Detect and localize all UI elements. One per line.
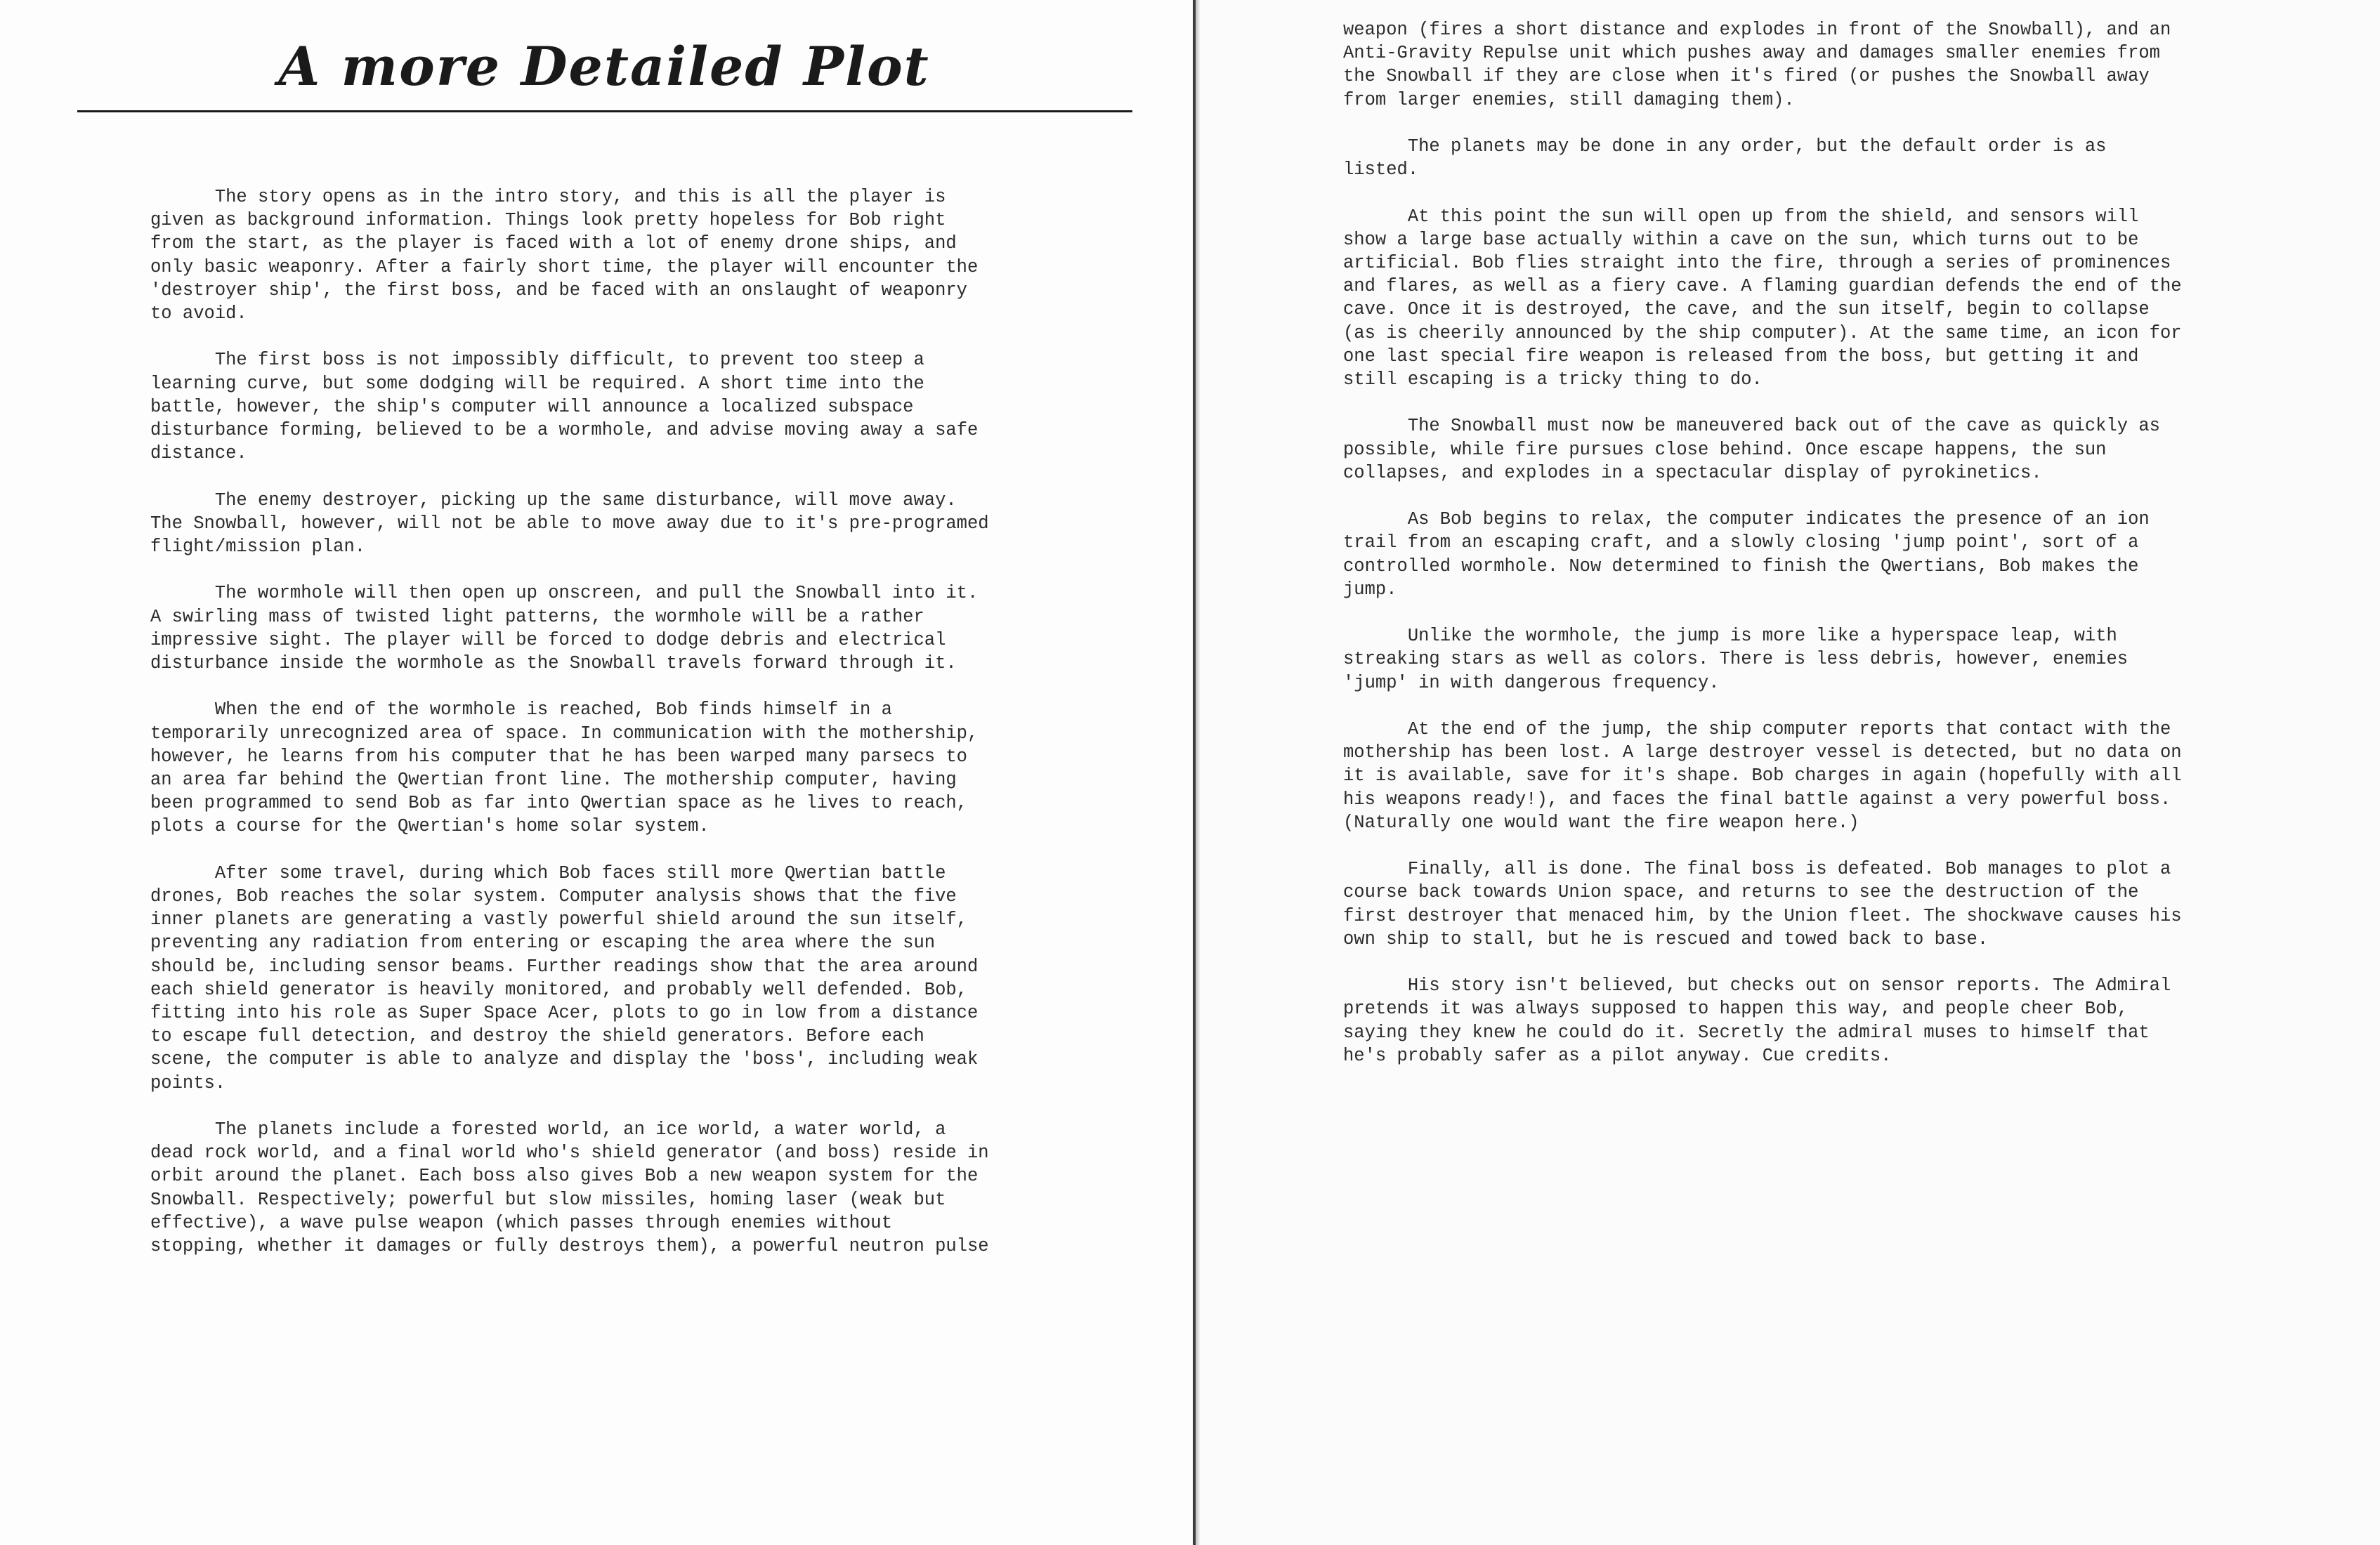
text-line: Anti-Gravity Repulse unit which pushes away and damages smaller enemies from — [1343, 43, 2160, 64]
text-line: controlled wormhole. Now determined to finish the Qwertians, Bob makes the — [1343, 555, 2139, 577]
paragraph-gap — [150, 1095, 989, 1118]
text-line: own ship to stall, but he is rescued and towed back to base. — [1343, 928, 1989, 949]
text-line: however, he learns from his computer that he has been warped many parsecs to — [150, 746, 967, 767]
text-line: Snowball. Respectively; powerful but slow missiles, homing laser (weak but — [150, 1189, 946, 1210]
text-line: course back towards Union space, and returns to see the destruction of the — [1343, 882, 2139, 903]
text-line: stopping, whether it damages or fully destroys them), a powerful neutron pulse — [150, 1236, 989, 1257]
text-line: an area far behind the Qwertian front line. The mothership computer, having — [150, 770, 957, 791]
paragraph-p3 — [150, 489, 989, 559]
text-line: effective), a wave pulse weapon (which passes through enemies without — [150, 1212, 892, 1233]
paragraph-r2 — [1343, 135, 2182, 181]
text-line: jump. — [1343, 579, 1397, 600]
text-line: flight/mission plan. — [150, 537, 366, 558]
paragraph-gap — [1343, 951, 2182, 974]
text-line: from larger enemies, still damaging them). — [1343, 89, 1795, 110]
text-line: disturbance forming, believed to be a wormhole, and advise moving away a safe — [150, 420, 979, 441]
paragraph-gap — [1343, 485, 2182, 508]
text-line: At this point the sun will open up from the shield, and sensors will — [1343, 206, 2139, 227]
text-line: and flares, as well as a fiery cave. A flaming guardian defends the end of the — [1343, 276, 2182, 297]
text-line: mothership has been lost. A large destroyer vessel is detected, but no data on — [1343, 742, 2182, 763]
paragraph-p4 — [150, 581, 989, 675]
text-line: temporarily unrecognized area of space. In communication with the mothership, — [150, 723, 979, 744]
text-line: drones, Bob reaches the solar system. Computer analysis shows that the five — [150, 886, 957, 907]
text-line: been programmed to send Bob as far into Qwertian space as he lives to reach, — [150, 793, 967, 814]
text-line: artificial. Bob flies straight into the fire, through a series of prominences — [1343, 253, 2171, 273]
text-line: At the end of the jump, the ship computer reports that contact with the — [1343, 719, 2171, 739]
text-line: still escaping is a tricky thing to do. — [1343, 369, 1763, 390]
paragraph-gap — [150, 465, 989, 488]
paragraph-p6 — [150, 862, 989, 1095]
paragraph-r8 — [1343, 857, 2182, 951]
text-line: dead rock world, and a final world who's shield generator (and boss) reside in — [150, 1143, 989, 1164]
text-line: (Naturally one would want the fire weapon here.) — [1343, 812, 1859, 833]
text-line: The Snowball, however, will not be able to move away due to it's pre-programed — [150, 513, 989, 534]
paragraph-r3 — [1343, 205, 2182, 392]
paragraph-r9 — [1343, 974, 2182, 1067]
paragraph-gap — [150, 675, 989, 698]
text-line: scene, the computer is able to analyze and display the 'boss', including weak — [150, 1049, 979, 1070]
text-line: possible, while fire pursues close behind. Once escape happens, the sun — [1343, 439, 2107, 460]
text-line: streaking stars as well as colors. There is less debris, however, enemies — [1343, 649, 2129, 670]
text-line: The enemy destroyer, picking up the same disturbance, will move away. — [150, 489, 957, 511]
text-line: The planets include a forested world, an ice world, a water world, a — [150, 1119, 946, 1140]
title-underline-divider — [77, 110, 1132, 112]
left-text-column — [150, 185, 989, 1258]
text-line: The story opens as in the intro story, and this is all the player is — [150, 187, 946, 207]
text-line: from the start, as the player is faced with a lot of enemy drone ships, and — [150, 233, 957, 254]
text-line: listed. — [1343, 159, 1419, 180]
paragraph-gap — [1343, 112, 2182, 135]
text-line: the Snowball if they are close when it's fired (or pushes the Snowball away — [1343, 66, 2150, 87]
text-line: Finally, all is done. The final boss is defeated. Bob manages to plot a — [1343, 859, 2171, 880]
text-line: His story isn't believed, but checks out on sensor reports. The Admiral — [1343, 975, 2171, 997]
paragraph-gap — [1343, 601, 2182, 624]
text-line: Unlike the wormhole, the jump is more like a hyperspace leap, with — [1343, 626, 2117, 647]
text-line: weapon (fires a short distance and explodes in front of the Snowball), and an — [1343, 20, 2171, 40]
text-line: The wormhole will then open up onscreen, and pull the Snowball into it. — [150, 583, 979, 604]
text-line: points. — [150, 1072, 226, 1093]
text-line: After some travel, during which Bob faces still more Qwertian battle — [150, 862, 946, 883]
paragraph-gap — [1343, 181, 2182, 204]
text-line: disturbance inside the wormhole as the Snowball travels forward through it. — [150, 653, 957, 674]
text-line: (as is cheerily announced by the ship computer). At the same time, an icon for — [1343, 322, 2182, 343]
text-line: The planets may be done in any order, but the default order is as — [1343, 136, 2107, 157]
paragraph-p7 — [150, 1118, 989, 1258]
paragraph-gap — [150, 558, 989, 581]
paragraph-p1 — [150, 185, 989, 325]
text-line: given as background information. Things look pretty hopeless for Bob right — [150, 210, 946, 231]
text-line: first destroyer that menaced him, by the Union fleet. The shockwave causes his — [1343, 905, 2182, 926]
right-text-column — [1343, 18, 2182, 1067]
text-line: preventing any radiation from entering or escaping the area where the sun — [150, 933, 936, 954]
page-title: A more Detailed Plot — [278, 35, 930, 98]
paragraph-gap — [150, 325, 989, 348]
paragraph-r6 — [1343, 624, 2182, 695]
paragraph-p5 — [150, 698, 989, 838]
paragraph-gap — [1343, 834, 2182, 857]
paragraph-r4 — [1343, 414, 2182, 485]
paragraph-r7 — [1343, 718, 2182, 834]
text-line: distance. — [150, 443, 247, 464]
text-line: cave. Once it is destroyed, the cave, and the sun itself, begin to collapse — [1343, 299, 2150, 320]
text-line: orbit around the planet. Each boss also gives Bob a new weapon system for the — [150, 1166, 979, 1187]
text-line: saying they knew he could do it. Secretly the admiral muses to himself that — [1343, 1022, 2150, 1043]
text-line: A swirling mass of twisted light patterns, the wormhole will be a rather — [150, 606, 924, 627]
text-line: learning curve, but some dodging will be required. A short time into the — [150, 373, 924, 394]
text-line: As Bob begins to relax, the computer indicates the presence of an ion — [1343, 509, 2150, 530]
text-line: trail from an escaping craft, and a slowly closing 'jump point', sort of a — [1343, 532, 2139, 553]
text-line: only basic weaponry. After a fairly short time, the player will encounter the — [150, 256, 979, 277]
text-line: to escape full detection, and destroy the shield generators. Before each — [150, 1026, 924, 1047]
paragraph-gap — [1343, 391, 2182, 414]
text-line: plots a course for the Qwertian's home solar system. — [150, 816, 710, 837]
text-line: fitting into his role as Super Space Acer, plots to go in low from a distance — [150, 1003, 979, 1024]
text-line: impressive sight. The player will be forced to dodge debris and electrical — [150, 629, 946, 650]
paragraph-gap — [150, 839, 989, 862]
text-line: collapses, and explodes in a spectacular display of pyrokinetics. — [1343, 462, 2042, 483]
text-line: The first boss is not impossibly difficult, to prevent too steep a — [150, 350, 924, 371]
text-line: 'destroyer ship', the first boss, and be faced with an onslaught of weaponry — [150, 280, 967, 301]
text-line: battle, however, the ship's computer will announce a localized subspace — [150, 396, 914, 417]
paragraph-r1 — [1343, 18, 2182, 112]
text-line: show a large base actually within a cave on the sun, which turns out to be — [1343, 229, 2139, 250]
text-line: his weapons ready!), and faces the final battle against a very powerful boss. — [1343, 789, 2171, 810]
text-line: each shield generator is heavily monitored, and probably well defended. Bob, — [150, 979, 967, 1000]
paragraph-r5 — [1343, 508, 2182, 601]
text-line: When the end of the wormhole is reached, Bob finds himself in a — [150, 699, 892, 721]
text-line: 'jump' in with dangerous frequency. — [1343, 672, 1720, 693]
text-line: pretends it was always supposed to happen this way, and people cheer Bob, — [1343, 999, 2129, 1020]
text-line: one last special fire weapon is released from the boss, but getting it and — [1343, 346, 2139, 367]
paragraph-p2 — [150, 348, 989, 465]
text-line: should be, including sensor beams. Further readings show that the area around — [150, 956, 979, 977]
text-line: to avoid. — [150, 303, 247, 324]
text-line: he's probably safer as a pilot anyway. Cue credits. — [1343, 1045, 1892, 1066]
text-line: inner planets are generating a vastly powerful shield around the sun itself, — [150, 909, 967, 931]
text-line: The Snowball must now be maneuvered back out of the cave as quickly as — [1343, 416, 2160, 437]
paragraph-gap — [1343, 695, 2182, 718]
text-line: it is available, save for it's shape. Bob charges in again (hopefully with all — [1343, 765, 2182, 787]
